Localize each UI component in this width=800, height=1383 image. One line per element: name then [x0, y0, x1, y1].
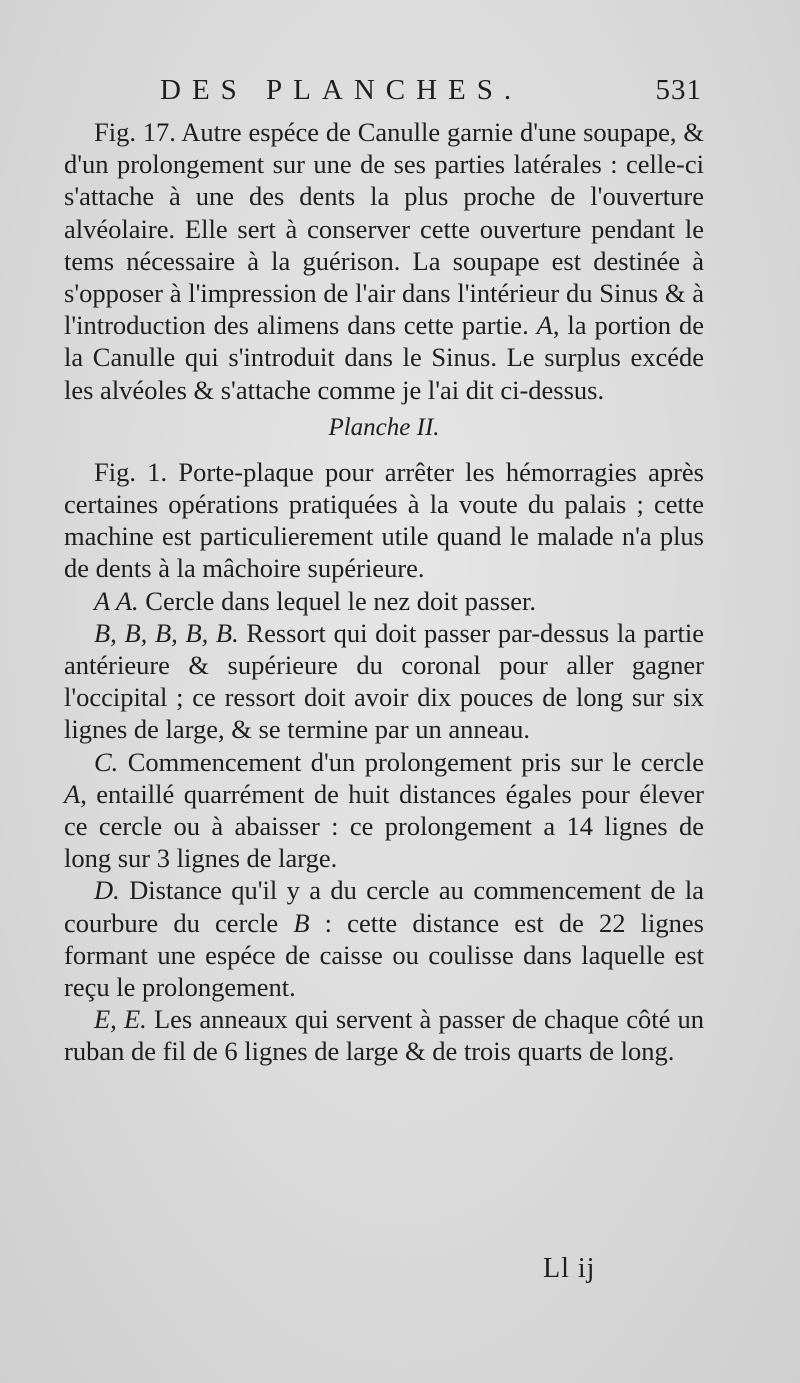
legend-entry-aa	[64, 585, 704, 617]
legend-label: D.	[94, 875, 120, 906]
legend-text: Distance qu'il y a du cercle au commencement de la courbure du cercle	[64, 875, 704, 938]
legend-text-continued: : cette distance est de 22 lignes formant une espéce de caisse ou coulisse dans laquelle est reçu le prolongement.	[64, 907, 704, 1003]
legend-entry-e	[64, 1003, 704, 1067]
page-header	[160, 74, 720, 118]
legend-text: Commencement d'un prolongement pris sur le cercle	[118, 746, 704, 777]
signature-mark: Ll ij	[543, 1253, 596, 1284]
legend-label: E, E.	[94, 1004, 147, 1035]
legend-entry-b	[64, 617, 704, 746]
legend-inline-label: B	[293, 907, 310, 938]
page-number: 531	[655, 74, 702, 106]
fig17-paragraph	[64, 116, 704, 406]
legend-text: Les anneaux qui servent à passer de chaque côté un ruban de fil de 6 lignes de large & de trois quarts de long.	[64, 1004, 705, 1067]
legend-label: C.	[94, 746, 119, 777]
legend-label: B, B, B, B, B.	[94, 617, 239, 648]
fig17-text-a: , la portion de la Canulle qui s'introduit dans le Sinus. Le surplus excéde les alvéoles & s'attache comme je l'ai dit ci-dessus.	[64, 310, 704, 405]
legend-text: Ressort qui doit passer par-dessus la partie antérieure & supérieure du coronal pour aller gagner l'occipital ; ce ressort doit avoir dix pouces de long sur six lignes de large, & se termine par un anneau.	[64, 617, 704, 745]
legend-text-continued: , entaillé quarrément de huit distances égales pour élever ce cercle ou à abaisser : ce prolongement a 14 lignes de long sur 3 lignes de large.	[64, 778, 704, 874]
fig1-paragraph	[64, 456, 704, 585]
legend-entry-c	[64, 746, 704, 875]
fig1-text: Fig. 1. Porte-plaque pour arrêter les hémorragies après certaines opérations pratiquées à la voute du palais ; cette machine est particulierement utile quand le malade n'a plus de dents à la mâchoire supérieure.	[64, 456, 704, 584]
legend-inline-label: A	[64, 778, 81, 809]
legend-text: Cercle dans lequel le nez doit passer.	[138, 585, 537, 616]
body-text	[64, 116, 704, 1068]
fig17-label-a: A	[536, 310, 553, 341]
running-title: DES PLANCHES.	[160, 74, 523, 106]
legend-entry-d	[64, 874, 704, 1003]
planche-heading: Planche II.	[328, 413, 440, 441]
fig17-text: Fig. 17. Autre espéce de Canulle garnie d'une soupape, & d'un prolongement sur une de ses parties latérales : celle-ci s'attache à une des dents la plus proche de l'ouverture alvéolaire. Elle sert à conserver cette ouverture pendant le tems nécessaire à la guérison. La soupape est destinée à s'opposer à l'impression de l'air dans l'intérieur du Sinus & à l'introduction des alimens dans cette partie.	[64, 117, 704, 341]
legend-label: A A.	[94, 585, 139, 616]
